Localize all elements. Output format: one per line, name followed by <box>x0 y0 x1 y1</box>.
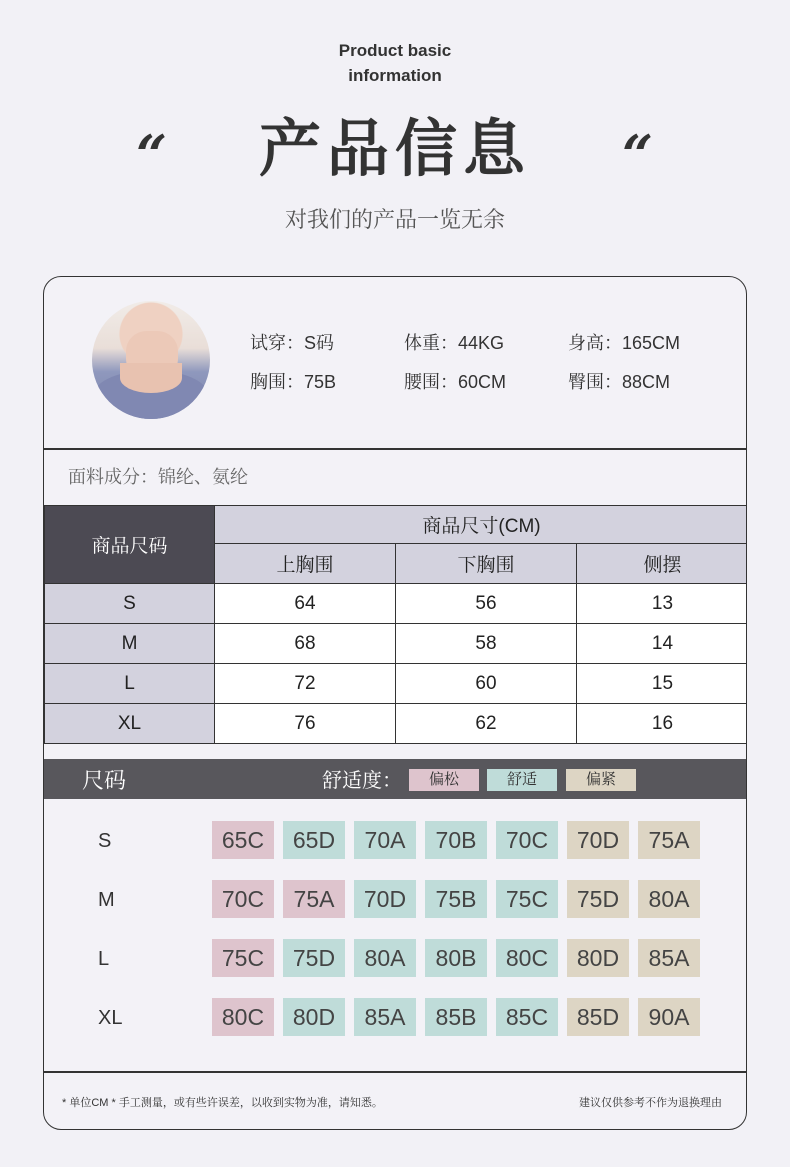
model-tryon: 试穿：S码 <box>250 333 335 353</box>
fit-chip: 80A <box>354 939 416 977</box>
footer-note: * 单位CM * 手工测量，或有些许误差，以收到实物为准，请知悉。 <box>62 1097 383 1109</box>
size-table <box>44 505 747 744</box>
model-height: 身高：165CM <box>568 333 681 353</box>
legend-tight: 偏紧 <box>566 769 636 791</box>
fit-chip: 70D <box>567 821 629 859</box>
size-table-cell: 16 <box>577 704 748 744</box>
legend-comfortable: 舒适 <box>487 769 557 791</box>
fit-size-label: 尺码 <box>82 768 127 793</box>
model-bust: 胸围：75B <box>250 372 337 392</box>
size-table-cell: 72 <box>215 664 396 704</box>
size-table-col-header: 侧摆 <box>577 544 748 584</box>
fit-chip: 70A <box>354 821 416 859</box>
fit-chip: 85B <box>425 998 487 1036</box>
fit-chip: 75B <box>425 880 487 918</box>
fit-row-size: L <box>98 948 110 970</box>
fit-chip: 80A <box>638 880 700 918</box>
fabric-composition: 面料成分：锦纶、氨纶 <box>68 467 248 487</box>
fit-chip: 70B <box>425 821 487 859</box>
table-row <box>45 664 748 704</box>
fit-chip: 75A <box>638 821 700 859</box>
fit-chip: 75D <box>283 939 345 977</box>
fit-chip: 75D <box>567 880 629 918</box>
fit-chip: 80C <box>496 939 558 977</box>
fit-chip: 75C <box>496 880 558 918</box>
en-title <box>0 38 790 88</box>
model-weight: 体重：44KG <box>404 333 505 353</box>
size-table-cell: 62 <box>396 704 577 744</box>
fit-chip: 80D <box>567 939 629 977</box>
divider <box>44 448 747 450</box>
fit-chip: 65C <box>212 821 274 859</box>
size-table-row-header: XL <box>45 704 215 744</box>
table-row <box>45 624 748 664</box>
fit-chip: 75C <box>212 939 274 977</box>
en-title-line1: Product basic <box>338 41 452 60</box>
size-table-cell: 60 <box>396 664 577 704</box>
model-hip: 臀围：88CM <box>568 372 671 392</box>
comfort-label: 舒适度： <box>322 770 402 792</box>
table-row <box>45 704 748 744</box>
size-table-cell: 56 <box>396 584 577 624</box>
fit-chip: 90A <box>638 998 700 1036</box>
size-table-row-header: S <box>45 584 215 624</box>
model-waist: 腰围：60CM <box>404 372 507 392</box>
size-table-cell: 13 <box>577 584 748 624</box>
size-table-cell: 14 <box>577 624 748 664</box>
fit-chip: 80D <box>283 998 345 1036</box>
right-quote-mark: “ <box>622 123 654 187</box>
size-table-col-header: 上胸围 <box>215 544 396 584</box>
size-table-cell: 58 <box>396 624 577 664</box>
page-subtitle: 对我们的产品一览无余 <box>284 207 505 232</box>
size-table-col-header: 下胸围 <box>396 544 577 584</box>
en-title-line2: information <box>348 66 442 85</box>
size-table-cell: 76 <box>215 704 396 744</box>
fit-chip: 75A <box>283 880 345 918</box>
fit-chip: 65D <box>283 821 345 859</box>
fit-row-size: XL <box>98 1007 123 1029</box>
fit-chip: 85A <box>638 939 700 977</box>
footer-disclaimer: 建议仅供参考不作为退换理由 <box>579 1097 722 1109</box>
fit-chip: 85A <box>354 998 416 1036</box>
fit-chip: 70C <box>212 880 274 918</box>
left-quote-mark: “ <box>136 123 168 187</box>
legend-loose: 偏松 <box>409 769 479 791</box>
fit-chip: 85C <box>496 998 558 1036</box>
size-table-row-header: M <box>45 624 215 664</box>
product-info-card <box>43 276 747 1130</box>
fit-chip: 85D <box>567 998 629 1036</box>
size-table-cell: 68 <box>215 624 396 664</box>
fit-chip: 70C <box>496 821 558 859</box>
size-table-corner: 商品尺码 <box>45 506 215 584</box>
page-title: 产品信息 <box>258 115 531 184</box>
size-table-cell: 64 <box>215 584 396 624</box>
table-row <box>45 584 748 624</box>
size-table-row-header: L <box>45 664 215 704</box>
fit-chip: 80C <box>212 998 274 1036</box>
size-table-cell: 15 <box>577 664 748 704</box>
size-table-group-header: 商品尺寸(CM) <box>215 506 748 544</box>
fit-row-size: M <box>98 889 115 911</box>
fit-header-bar <box>44 759 747 799</box>
fit-chip: 80B <box>425 939 487 977</box>
fit-chip: 70D <box>354 880 416 918</box>
divider <box>44 1071 747 1073</box>
fit-row-size: S <box>98 830 112 852</box>
model-photo <box>92 301 210 419</box>
